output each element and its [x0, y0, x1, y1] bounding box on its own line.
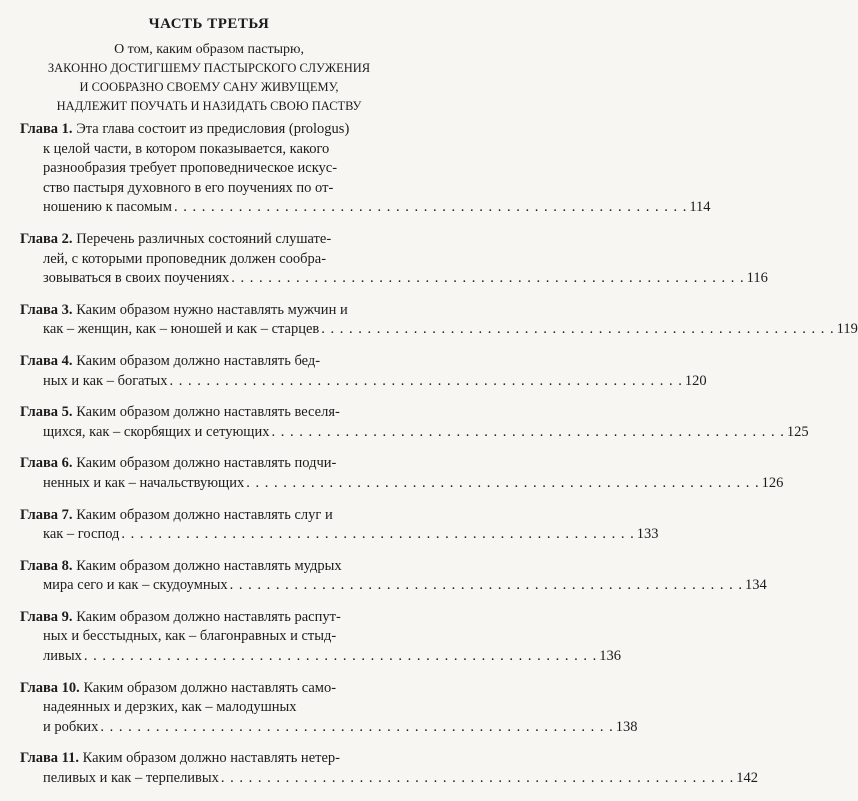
toc-entry-text [20, 750, 340, 766]
toc-entry-text [43, 424, 270, 440]
chapter-title-text: как – господ [43, 526, 120, 543]
page-number: 136 [599, 648, 621, 665]
toc-entry-text [43, 160, 337, 176]
chapter-label: Глава 8. [20, 557, 73, 574]
dot-leader: . . . . . . . . . . . . . . . . . . . . . . . . . . . . . . . . . . . . . . . . . . . . . . . . . . . . . . . . [83, 648, 598, 665]
toc-entry-text [20, 353, 320, 369]
toc-entry-text [20, 231, 331, 247]
part-title: ЧАСТЬ ТРЕТЬЯ [148, 16, 270, 32]
page-number: 142 [736, 770, 759, 787]
toc-entry-text [43, 141, 329, 157]
toc-entry [20, 557, 767, 596]
toc-entry-line [20, 250, 403, 270]
toc-entry-text [20, 121, 349, 137]
table-of-contents [20, 120, 858, 801]
toc-entry-line [20, 423, 809, 443]
chapter-title-text: как – женщин, как – юношей и как – старцев [43, 321, 320, 338]
toc-entry-line [20, 576, 767, 596]
toc-entry [20, 749, 759, 788]
toc-entry-text [43, 699, 297, 715]
chapter-title-text: к целой части, в котором показывается, какого [43, 140, 330, 157]
toc-entry-line [20, 749, 403, 769]
toc-entry [20, 352, 707, 391]
chapter-label: Глава 11. [20, 750, 80, 767]
chapter-title-text: ство пастыря духовного в его поучениях по от- [43, 179, 334, 196]
toc-entry-text [43, 321, 319, 337]
toc-entry [20, 679, 638, 738]
toc-entry-text [43, 251, 326, 267]
toc-entry-text [43, 526, 119, 542]
chapter-title-text: Перечень различных состояний слушате- [76, 230, 332, 247]
toc-entry [20, 506, 659, 545]
toc-entry-text [43, 770, 219, 786]
toc-entry-line [20, 525, 659, 545]
part-subtitle [30, 40, 388, 116]
chapter-label: Глава 6. [20, 455, 73, 472]
chapter-title-text: надеянных и дерзких, как – малодушных [43, 699, 297, 716]
chapter-label: Глава 1. [20, 121, 73, 137]
toc-entry-line [20, 718, 638, 738]
toc-entry-text [20, 609, 341, 625]
toc-entry-text [20, 455, 336, 471]
toc-entry-line [20, 698, 403, 718]
toc-entry-text [43, 628, 336, 644]
page-number: 119 [836, 321, 858, 338]
chapter-title-text: Каким образом должно наставлять распут- [76, 608, 341, 625]
chapter-title-text: Каким образом должно наставлять бед- [76, 352, 321, 369]
page-number: 133 [636, 526, 659, 543]
page-number: 120 [684, 372, 707, 389]
toc-entry-line [20, 608, 403, 628]
toc-entry [20, 120, 711, 218]
toc-entry-line [20, 198, 711, 218]
chapter-label: Глава 5. [20, 404, 73, 421]
chapter-title-text: ных и бесстыдных, как – благонравных и стыд- [43, 628, 337, 645]
chapter-title-text: разнообразия требует проповедническое искус- [43, 160, 338, 177]
chapter-label: Глава 4. [20, 352, 73, 369]
toc-entry-line [20, 627, 403, 647]
toc-entry-line [20, 647, 621, 667]
toc-entry-text [43, 373, 168, 389]
page-number: 126 [761, 474, 784, 491]
subtitle-line: И СООБРАЗНО СВОЕМУ САНУ ЖИВУЩЕМУ, [79, 80, 339, 94]
dot-leader: . . . . . . . . . . . . . . . . . . . . . . . . . . . . . . . . . . . . . . . . . . . . . . . . . . . . . . . . [173, 199, 688, 216]
subtitle-line: ЗАКОННО ДОСТИГШЕМУ ПАСТЫРСКОГО СЛУЖЕНИЯ [47, 61, 371, 75]
toc-entry-text [43, 719, 98, 735]
dot-leader: . . . . . . . . . . . . . . . . . . . . . . . . . . . . . . . . . . . . . . . . . . . . . . . . . . . . . . . . [100, 718, 614, 735]
toc-entry-line [20, 179, 403, 199]
dot-leader: . . . . . . . . . . . . . . . . . . . . . . . . . . . . . . . . . . . . . . . . . . . . . . . . . . . . . . . . [321, 321, 835, 338]
toc-entry-text [43, 180, 333, 196]
toc-entry-line [20, 320, 858, 340]
chapter-title-text: Эта глава состоит из предисловия (prologus) [76, 121, 350, 137]
chapter-label: Глава 10. [20, 679, 80, 696]
dot-leader: . . . . . . . . . . . . . . . . . . . . . . . . . . . . . . . . . . . . . . . . . . . . . . . . . . . . . . . . [121, 526, 635, 543]
toc-entry-text [43, 648, 82, 664]
toc-entry-line [20, 679, 403, 699]
page-number: 125 [786, 423, 809, 440]
toc-entry [20, 403, 809, 442]
dot-leader: . . . . . . . . . . . . . . . . . . . . . . . . . . . . . . . . . . . . . . . . . . . . . . . . . . . . . . . . [229, 577, 743, 594]
toc-entry-text [20, 302, 348, 318]
chapter-title-text: Каким образом должно наставлять подчи- [76, 455, 337, 472]
toc-entry-text [43, 475, 244, 491]
page-number: 116 [746, 270, 768, 287]
toc-entry-line [20, 159, 403, 179]
dot-leader: . . . . . . . . . . . . . . . . . . . . . . . . . . . . . . . . . . . . . . . . . . . . . . . . . . . . . . . . [220, 770, 735, 787]
chapter-title-text: мира сего и как – скудоумных [43, 577, 228, 594]
toc-entry-line [20, 403, 403, 423]
toc-entry-line [20, 506, 403, 526]
chapter-title-text: Каким образом должно наставлять само- [83, 679, 337, 696]
dot-leader: . . . . . . . . . . . . . . . . . . . . . . . . . . . . . . . . . . . . . . . . . . . . . . . . . . . . . . . . [271, 423, 785, 440]
toc-entry-text [20, 558, 342, 574]
toc-entry-line [20, 474, 784, 494]
toc-entry-line [20, 140, 403, 160]
chapter-label: Глава 9. [20, 608, 73, 625]
chapter-title-text: Каким образом нужно наставлять мужчин и [76, 301, 348, 318]
dot-leader: . . . . . . . . . . . . . . . . . . . . . . . . . . . . . . . . . . . . . . . . . . . . . . . . . . . . . . . . [231, 270, 745, 287]
toc-entry [20, 608, 621, 667]
toc-entry-line [20, 269, 768, 289]
toc-entry-text [20, 404, 340, 420]
toc-entry-text [20, 680, 336, 696]
toc-entry [20, 454, 784, 493]
chapter-title-text: ненных и как – начальствующих [43, 474, 245, 491]
toc-entry-line [20, 557, 403, 577]
subtitle-line: НАДЛЕЖИТ ПОУЧАТЬ И НАЗИДАТЬ СВОЮ ПАСТВУ [56, 99, 362, 113]
toc-entry [20, 230, 768, 289]
chapter-title-text: Каким образом должно наставлять нетер- [82, 750, 340, 767]
chapter-title-text: ношению к пасомым [43, 199, 172, 216]
dot-leader: . . . . . . . . . . . . . . . . . . . . . . . . . . . . . . . . . . . . . . . . . . . . . . . . . . . . . . . . [169, 372, 683, 389]
subtitle-line: О том, каким образом пастырю, [114, 42, 304, 57]
chapter-title-text: лей, с которыми проповедник должен сообра- [43, 250, 327, 267]
chapter-title-text: и робких [43, 718, 99, 735]
dot-leader: . . . . . . . . . . . . . . . . . . . . . . . . . . . . . . . . . . . . . . . . . . . . . . . . . . . . . . . . [246, 474, 760, 491]
toc-entry-line [20, 230, 403, 250]
chapter-label: Глава 2. [20, 230, 73, 247]
toc-entry-text [43, 199, 172, 215]
chapter-title-text: Каким образом должно наставлять слуг и [76, 506, 333, 523]
toc-entry-line [20, 372, 707, 392]
toc-entry-line [20, 352, 403, 372]
toc-entry-line [20, 454, 403, 474]
chapter-title-text: ливых [43, 648, 82, 665]
chapter-title-text: Каким образом должно наставлять мудрых [76, 557, 342, 574]
chapter-title-text: щихся, как – скорбящих и сетующих [43, 423, 270, 440]
toc-entry-text [20, 507, 333, 523]
toc-entry-line [20, 120, 403, 140]
chapter-title-text: ных и как – богатых [43, 372, 168, 389]
toc-entry [20, 301, 858, 340]
chapter-label: Глава 3. [20, 301, 73, 318]
toc-entry-text [43, 577, 228, 593]
chapter-title-text: пеливых и как – терпеливых [43, 770, 219, 787]
chapter-label: Глава 7. [20, 506, 73, 523]
page-number: 138 [615, 718, 638, 735]
chapter-title-text: зовываться в своих поучениях [43, 270, 230, 287]
page-number: 114 [689, 199, 711, 216]
toc-entry-line [20, 301, 403, 321]
chapter-title-text: Каким образом должно наставлять веселя- [76, 404, 340, 421]
toc-entry-text [43, 270, 229, 286]
page-number: 134 [745, 577, 767, 594]
toc-entry-line [20, 769, 759, 789]
